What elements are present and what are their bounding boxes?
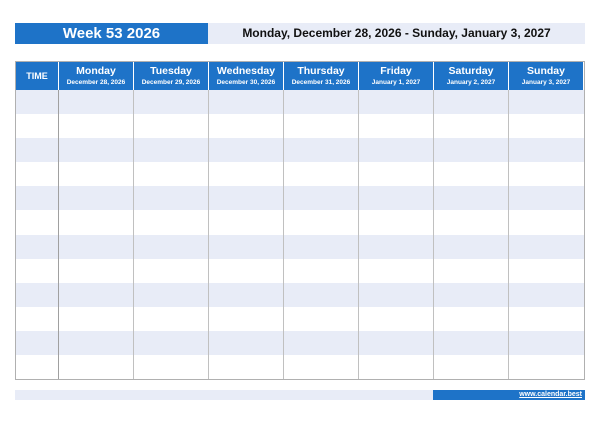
schedule-cell[interactable]	[509, 210, 584, 234]
day-name: Monday	[76, 65, 116, 77]
schedule-cell[interactable]	[284, 355, 359, 379]
time-slot-cell[interactable]	[16, 186, 59, 210]
schedule-cell[interactable]	[509, 138, 584, 162]
schedule-cell[interactable]	[284, 259, 359, 283]
schedule-cell[interactable]	[509, 259, 584, 283]
schedule-cell[interactable]	[359, 90, 434, 114]
schedule-cell[interactable]	[134, 283, 209, 307]
schedule-cell[interactable]	[509, 307, 584, 331]
day-header-friday	[359, 62, 434, 90]
schedule-cell[interactable]	[359, 138, 434, 162]
schedule-cell[interactable]	[59, 90, 134, 114]
schedule-cell[interactable]	[509, 331, 584, 355]
schedule-cell[interactable]	[209, 235, 284, 259]
day-date: January 3, 2027	[521, 79, 571, 86]
schedule-cell[interactable]	[134, 210, 209, 234]
schedule-cell[interactable]	[359, 307, 434, 331]
schedule-cell[interactable]	[434, 307, 509, 331]
schedule-cell[interactable]	[284, 307, 359, 331]
schedule-cell[interactable]	[359, 235, 434, 259]
schedule-cell[interactable]	[59, 283, 134, 307]
schedule-cell[interactable]	[134, 162, 209, 186]
footer-bar	[15, 390, 433, 400]
day-name: Sunday	[527, 65, 565, 77]
schedule-cell[interactable]	[134, 114, 209, 138]
schedule-cell[interactable]	[284, 210, 359, 234]
schedule-cell[interactable]	[359, 355, 434, 379]
day-name: Thursday	[297, 65, 345, 77]
schedule-cell[interactable]	[434, 283, 509, 307]
schedule-cell[interactable]	[134, 235, 209, 259]
day-date: December 28, 2026	[66, 79, 126, 86]
schedule-cell[interactable]	[434, 259, 509, 283]
day-date: January 1, 2027	[371, 79, 421, 86]
schedule-cell[interactable]	[359, 331, 434, 355]
schedule-cell[interactable]	[434, 186, 509, 210]
schedule-cell[interactable]	[509, 186, 584, 210]
time-slot-cell[interactable]	[16, 138, 59, 162]
schedule-cell[interactable]	[434, 90, 509, 114]
day-name: Tuesday	[150, 65, 192, 77]
schedule-cell[interactable]	[509, 355, 584, 379]
time-slot-cell[interactable]	[16, 259, 59, 283]
schedule-cell[interactable]	[359, 259, 434, 283]
day-header-wednesday	[209, 62, 284, 90]
time-slot-cell[interactable]	[16, 355, 59, 379]
day-date: January 2, 2027	[446, 79, 496, 86]
time-slot-cell[interactable]	[16, 90, 59, 114]
schedule-cell[interactable]	[284, 331, 359, 355]
schedule-cell[interactable]	[434, 114, 509, 138]
time-slot-cell[interactable]	[16, 162, 59, 186]
time-slot-cell[interactable]	[16, 114, 59, 138]
schedule-cell[interactable]	[284, 283, 359, 307]
time-header-label: TIME	[26, 71, 48, 81]
schedule-cell[interactable]	[509, 235, 584, 259]
footer-link[interactable]: www.calendar.best	[433, 390, 585, 400]
schedule-cell[interactable]	[359, 283, 434, 307]
day-header-sunday	[509, 62, 584, 90]
day-date: December 31, 2026	[291, 79, 351, 86]
day-header-tuesday	[134, 62, 209, 90]
schedule-cell[interactable]	[284, 114, 359, 138]
schedule-cell[interactable]	[209, 355, 284, 379]
schedule-cell[interactable]	[59, 235, 134, 259]
header	[15, 23, 585, 44]
schedule-cell[interactable]	[59, 162, 134, 186]
time-slot-cell[interactable]	[16, 210, 59, 234]
time-slot-cell[interactable]	[16, 235, 59, 259]
day-header-monday	[59, 62, 134, 90]
time-column-header	[16, 62, 59, 90]
date-range: Monday, December 28, 2026 - Sunday, January 3, 2027	[208, 23, 585, 44]
day-name: Wednesday	[216, 65, 276, 77]
schedule-cell[interactable]	[209, 210, 284, 234]
schedule-cell[interactable]	[209, 138, 284, 162]
schedule-cell[interactable]	[134, 90, 209, 114]
schedule-cell[interactable]	[134, 307, 209, 331]
schedule-cell[interactable]	[359, 162, 434, 186]
schedule-cell[interactable]	[509, 283, 584, 307]
schedule-cell[interactable]	[434, 210, 509, 234]
schedule-cell[interactable]	[59, 307, 134, 331]
day-date: December 30, 2026	[216, 79, 276, 86]
schedule-cell[interactable]	[434, 331, 509, 355]
schedule-cell[interactable]	[209, 90, 284, 114]
schedule-cell[interactable]	[59, 114, 134, 138]
schedule-cell[interactable]	[59, 186, 134, 210]
schedule-cell[interactable]	[509, 114, 584, 138]
time-slot-cell[interactable]	[16, 283, 59, 307]
schedule-cell[interactable]	[359, 114, 434, 138]
schedule-cell[interactable]	[209, 283, 284, 307]
week-title: Week 53 2026	[15, 23, 208, 44]
schedule-cell[interactable]	[434, 138, 509, 162]
schedule-cell[interactable]	[359, 210, 434, 234]
day-header-thursday	[284, 62, 359, 90]
schedule-cell[interactable]	[434, 355, 509, 379]
schedule-cell[interactable]	[284, 186, 359, 210]
schedule-cell[interactable]	[59, 331, 134, 355]
day-date: December 29, 2026	[141, 79, 201, 86]
schedule-cell[interactable]	[134, 355, 209, 379]
schedule-cell[interactable]	[209, 331, 284, 355]
schedule-cell[interactable]	[209, 114, 284, 138]
schedule-cell[interactable]	[284, 162, 359, 186]
schedule-cell[interactable]	[59, 259, 134, 283]
schedule-cell[interactable]	[434, 162, 509, 186]
schedule-cell[interactable]	[209, 162, 284, 186]
schedule-cell[interactable]	[134, 186, 209, 210]
schedule-cell[interactable]	[209, 186, 284, 210]
schedule-cell[interactable]	[509, 90, 584, 114]
day-name: Friday	[380, 65, 412, 77]
day-name: Saturday	[448, 65, 494, 77]
schedule-cell[interactable]	[134, 138, 209, 162]
schedule-cell[interactable]	[59, 210, 134, 234]
schedule-cell[interactable]	[134, 259, 209, 283]
week-planner-table	[15, 61, 585, 380]
time-slot-cell[interactable]	[16, 307, 59, 331]
schedule-cell[interactable]	[434, 235, 509, 259]
schedule-cell[interactable]	[359, 186, 434, 210]
day-header-saturday	[434, 62, 509, 90]
schedule-cell[interactable]	[284, 90, 359, 114]
time-slot-cell[interactable]	[16, 331, 59, 355]
schedule-cell[interactable]	[209, 259, 284, 283]
schedule-cell[interactable]	[509, 162, 584, 186]
schedule-cell[interactable]	[59, 355, 134, 379]
schedule-cell[interactable]	[134, 331, 209, 355]
schedule-cell[interactable]	[284, 235, 359, 259]
schedule-cell[interactable]	[209, 307, 284, 331]
schedule-cell[interactable]	[59, 138, 134, 162]
schedule-cell[interactable]	[284, 138, 359, 162]
